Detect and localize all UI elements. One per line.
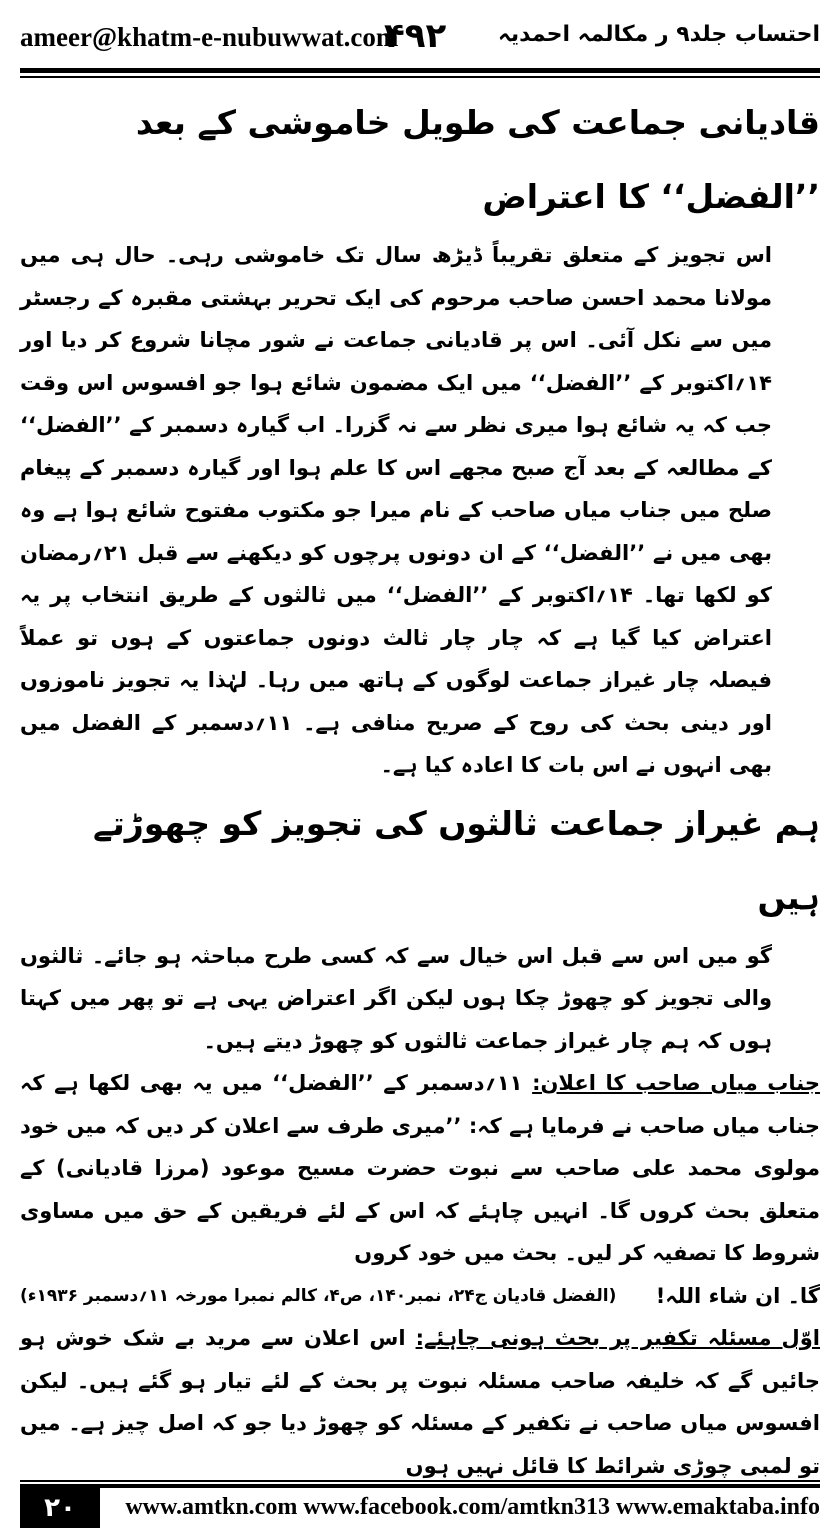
footer-urls[interactable]: www.amtkn.com www.facebook.com/amtkn313 www.emaktaba.info — [125, 1494, 820, 1520]
announcement-last-line: گا۔ ان شاء اللہ! — [655, 1283, 820, 1308]
header-page-number: ۴۹۲ — [384, 16, 447, 56]
section-heading-arbitrators: ہم غیراز جماعت ثالثوں کی تجویز کو چھوڑتے ہیں — [93, 803, 820, 917]
header-email[interactable]: ameer@khatm-e-nubuwwat.com — [20, 22, 399, 52]
page-header — [20, 12, 820, 68]
page-body — [20, 86, 820, 1487]
header-rule-thin — [20, 76, 820, 78]
takfir-text: اس اعلان سے مرید بے شک خوش ہو جائیں گے کہ خلیفہ صاحب مسئلہ نبوت پر بحث کے لئے تیار ہو گئے ہیں۔ لیکن افسوس میاں صاحب نے تکفیر کے مسئلہ کو چھوڑ دیا جو کہ اصل چیز ہے۔ میں تو لمبی چوڑی شرائط کا قائل نہیں ہوں — [20, 1326, 820, 1478]
announcement-text: ۱۱؍دسمبر کے ’’الفضل‘‘ میں یہ بھی لکھا ہے کہ جناب میاں صاحب نے فرمایا ہے کہ: ’’میری طرف سے اعلان کر دیں کہ میں خود مولوی محمد علی صاحب سے نبوت حضرت مسیح موعود (مرزا قادیانی) کے متعلق بحث کروں گا۔ انہیں چاہئے کہ اس کے لئے فریقین کے حق میں مساوی شروط کا تصفیہ کر لیں۔ بحث میں خود کروں — [20, 1071, 820, 1265]
takfir-label: اوّل مسئلہ تکفیر پر بحث ہونی چاہئے: — [415, 1326, 820, 1350]
paragraph-arbitrators: گو میں اس سے قبل اس خیال سے کہ کسی طرح مباحثہ ہو جائے۔ ثالثوں والی تجویز کو چھوڑ چکا ہوں لیکن اگر اعتراض یہی ہے تو پھر میں کہتا ہوں کہ ہم چار غیراز جماعت ثالثوں کو چھوڑ دیتے ہیں۔ — [20, 943, 772, 1053]
announcement-reference: (الفضل قادیان ج۲۴، نمبر۱۴۰، ص۴، کالم نمبرا مورخہ ۱۱؍دسمبر ۱۹۳۶ء) — [20, 1285, 617, 1306]
section-heading-objection: قادیانی جماعت کی طویل خاموشی کے بعد ’’الفضل‘‘ کا اعتراض — [135, 103, 820, 216]
header-rule-thick — [20, 68, 820, 73]
paragraph-objection: اس تجویز کے متعلق تقریباً ڈیڑھ سال تک خاموشی رہی۔ حال ہی میں مولانا محمد احسن صاحب مرحوم کی ایک تحریر بہشتی مقبرہ کے رجسٹر میں سے نکل آئی۔ اس پر قادیانی جماعت نے شور مچانا شروع کر دیا اور ۱۴؍اکتوبر کے ’’الفضل‘‘ میں ایک مضمون شائع ہوا جو افسوس اس وقت جب کہ یہ شائع ہوا میری نظر سے نہ گزرا۔ اب گیارہ دسمبر کے ’’الفضل‘‘ کے مطالعہ کے بعد آج صبح مجھے اس کا علم ہوا اور گیارہ دسمبر کے پیغام صلح میں جناب میاں صاحب کے نام میرا جو مکتوب مفتوح شائع ہوا ہے وہ بھی میں نے ’’الفضل‘‘ کے ان دونوں پرچوں کو دیکھنے سے قبل ۲۱؍رمضان کو لکھا تھا۔ ۱۴؍اکتوبر کے ’’الفضل‘‘ میں ثالثوں کے طریق انتخاب پر یہ اعتراض کیا گیا ہے کہ چار چار ثالث دونوں جماعتوں کے ہوں تو عملاً فیصلہ چار غیراز جماعت لوگوں کے ہاتھ میں رہا۔ لہٰذا یہ تجویز ناموزوں اور دینی بحث کی روح کے صریح منافی ہے۔ ۱۱؍دسمبر کے الفضل میں بھی انہوں نے اس بات کا اعادہ کیا ہے۔ — [20, 243, 772, 777]
paragraph-announcement — [20, 1062, 820, 1275]
paragraph-takfir — [20, 1317, 820, 1487]
page-footer — [20, 1488, 820, 1528]
announcement-label: جناب میاں صاحب کا اعلان: — [532, 1071, 820, 1095]
announcement-reference-line — [20, 1275, 820, 1318]
header-book-title: احتساب جلد۹ ر مکالمہ احمدیہ — [497, 22, 820, 47]
footer-rule-thin — [20, 1480, 820, 1482]
footer-page-number: ۲۰ — [20, 1488, 100, 1528]
